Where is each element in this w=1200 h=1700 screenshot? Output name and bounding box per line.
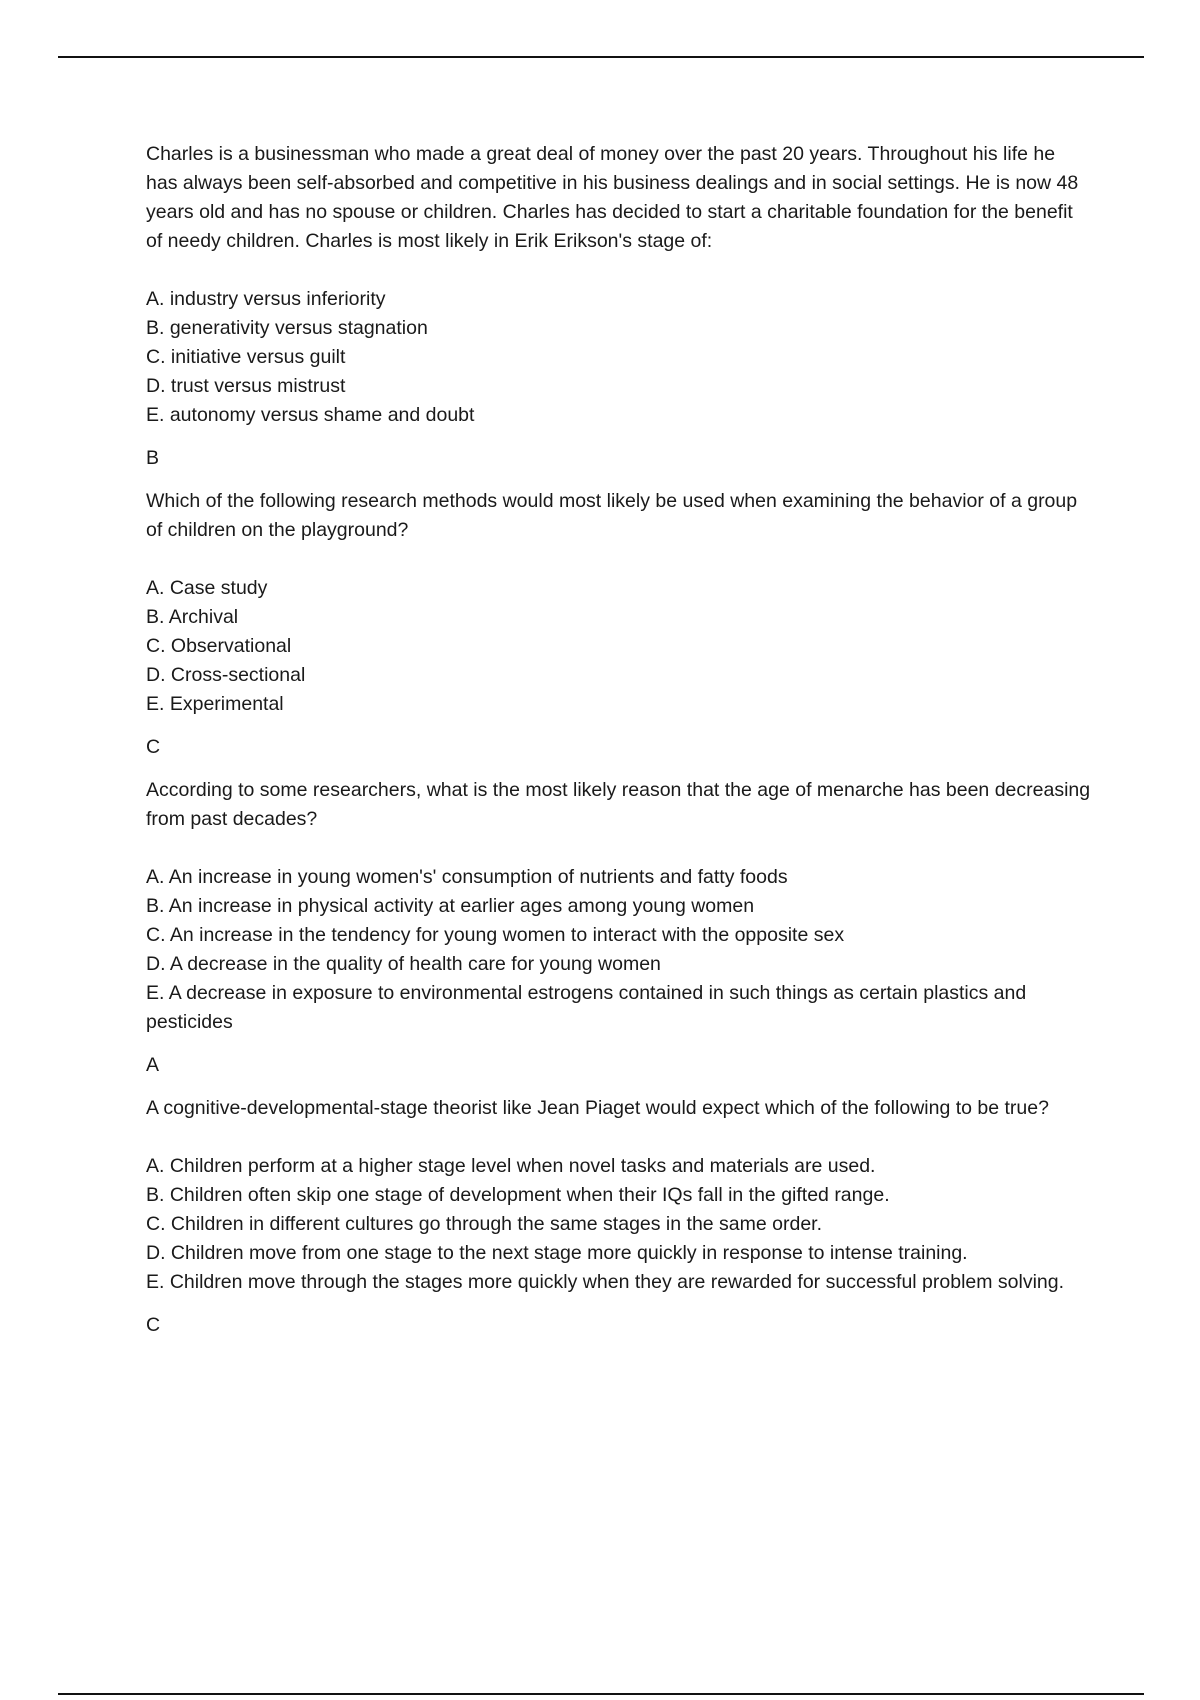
option-item: D. Children move from one stage to the next stage more quickly in response to intense training. — [146, 1242, 968, 1264]
option-item: A. industry versus inferiority — [146, 288, 386, 310]
option-item: E. Experimental — [146, 693, 284, 715]
option-list — [146, 574, 1091, 719]
option-item: C. Children in different cultures go through the same stages in the same order. — [146, 1213, 823, 1235]
footer-rule — [58, 1693, 1144, 1695]
option-item: D. Cross-sectional — [146, 664, 306, 686]
answer-key: A — [146, 1054, 160, 1076]
option-item: B. An increase in physical activity at earlier ages among young women — [146, 895, 755, 917]
question-text: According to some researchers, what is the most likely reason that the age of menarche has been decreasing from past decades? — [146, 779, 1091, 830]
option-list — [146, 285, 1091, 430]
option-item: C. initiative versus guilt — [146, 346, 346, 368]
header-rule — [58, 56, 1144, 58]
document-body — [146, 140, 1091, 1354]
answer-key: C — [146, 736, 161, 758]
option-item: E. Children move through the stages more quickly when they are rewarded for successful problem solving. — [146, 1271, 1065, 1293]
question-text: A cognitive-developmental-stage theorist like Jean Piaget would expect which of the following to be true? — [146, 1097, 1049, 1119]
option-item: D. trust versus mistrust — [146, 375, 346, 397]
option-item: A. Children perform at a higher stage level when novel tasks and materials are used. — [146, 1155, 876, 1177]
option-item: B. generativity versus stagnation — [146, 317, 428, 339]
option-item: A. An increase in young women's' consumption of nutrients and fatty foods — [146, 866, 788, 888]
option-item: B. Archival — [146, 606, 239, 628]
answer-key: B — [146, 447, 160, 469]
option-list — [146, 1152, 1091, 1297]
option-item: A. Case study — [146, 577, 268, 599]
question-block-3 — [146, 776, 1091, 1080]
question-block-1 — [146, 140, 1091, 473]
question-text: Which of the following research methods would most likely be used when examining the behavior of a group of children on the playground? — [146, 490, 1078, 541]
option-item: B. Children often skip one stage of development when their IQs fall in the gifted range. — [146, 1184, 890, 1206]
answer-key: C — [146, 1314, 161, 1336]
option-item: C. Observational — [146, 635, 292, 657]
option-item: C. An increase in the tendency for young women to interact with the opposite sex — [146, 924, 845, 946]
option-item: E. A decrease in exposure to environmental estrogens contained in such things as certain plastics and pesticides — [146, 982, 1027, 1033]
question-block-4 — [146, 1094, 1091, 1340]
question-text: Charles is a businessman who made a great deal of money over the past 20 years. Throughout his life he has always been self-absorbed and competitive in his business dealings and in social settings. He is now 48 years old and has no spouse or children. Charles has decided to start a charitable foundation for the benefit of needy children. Charles is most likely in Erik Erikson's stage of: — [146, 143, 1079, 252]
option-item: E. autonomy versus shame and doubt — [146, 404, 475, 426]
option-item: D. A decrease in the quality of health care for young women — [146, 953, 661, 975]
question-block-2 — [146, 487, 1091, 762]
option-list — [146, 863, 1091, 1037]
